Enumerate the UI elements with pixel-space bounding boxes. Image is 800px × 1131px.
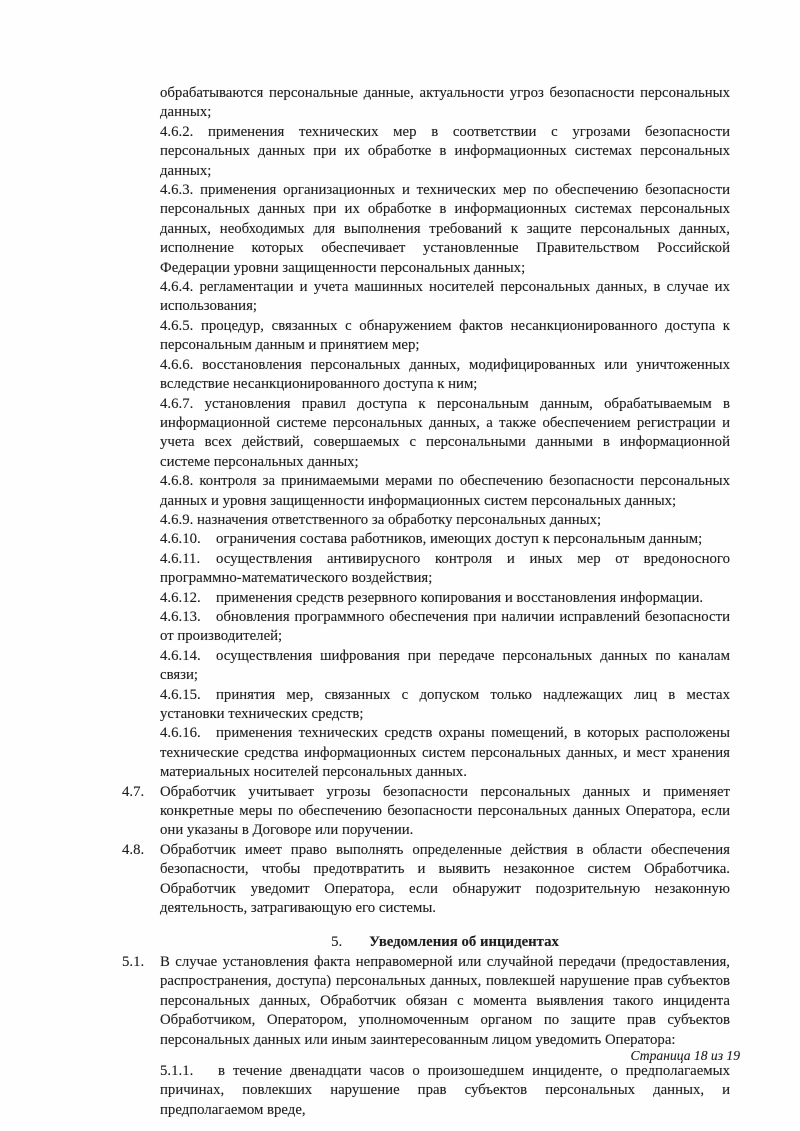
clause-number: 4.6.3.: [160, 182, 194, 199]
clause-4-6-14: [160, 647, 730, 686]
clause-text: осуществления шифрования при передаче персональных данных по каналам связи;: [160, 647, 730, 684]
clause-text: Обработчик учитывает угрозы безопасности персональных данных и применяет конкретные меры по обеспечению безопасности персональных данных Оператора, если они указаны в Договоре или поручении.: [160, 783, 730, 839]
clause-number: 4.6.10.: [160, 531, 201, 548]
section-5-heading: [160, 933, 730, 952]
clause-text: Обработчик имеет право выполнять определенные действия в области обеспечения безопасности, чтобы предотвратить и выявить незаконное систем Обработчика. Обработчик уведомит Оператора, если обнаружит подозрительную незаконную деятельность, затрагивающую его системы.: [160, 841, 730, 917]
clause-text: контроля за принимаемыми мерами по обеспечению безопасности персональных данных и уровня защищенности информационных систем персональных данных;: [160, 473, 730, 509]
clause-4-7: [122, 783, 730, 841]
clause-text: осуществления антивирусного контроля и иных мер от вредоносного программно-математического воздействия;: [160, 550, 730, 587]
clause-text: ограничения состава работников, имеющих доступ к персональным данным;: [216, 531, 703, 548]
clause-number: 4.6.2.: [160, 123, 194, 140]
clause-number: 4.6.5.: [160, 317, 194, 334]
clause-4-8: [122, 841, 730, 919]
clause-number: 5.1.1.: [160, 1062, 194, 1079]
clause-4-6-5: [160, 317, 730, 356]
clause-number: 4.7.: [122, 783, 145, 800]
clause-number: 4.6.7.: [160, 395, 194, 412]
clause-4-6-9: [160, 511, 730, 530]
clause-text: применения средств резервного копирования и восстановления информации.: [216, 589, 704, 606]
clause-number: 4.6.9.: [160, 511, 194, 528]
document-body: [122, 84, 731, 1120]
clause-text: В случае установления факта неправомерной или случайной передачи (предоставления, распространения, доступа) персональных данных, повлекшей нарушение прав субъектов персональных данных, Обработчик обязан с момента выявления такого инцидента Обработчиком, Оператором, уполномоченным органом по защите прав субъектов персональных данных или иным заинтересованным лицом уведомить Оператора:: [160, 953, 730, 1048]
clause-4-6-12: [160, 589, 730, 608]
clause-4-6-7: [160, 395, 730, 473]
clause-number: 4.6.15.: [160, 686, 201, 703]
clause-text: применения технических средств охраны помещений, в которых расположены технические средства информационных систем персональных данных, и мест хранения материальных носителей персональных данных.: [160, 725, 730, 781]
clause-number: 4.6.6.: [160, 356, 194, 373]
clause-number: 4.6.11.: [160, 550, 201, 567]
clause-text: установления правил доступа к персональным данным, обрабатываемым в информационной системе персональных данных, а также обеспечением регистрации и учета всех действий, совершаемых с персональными данными в информационной системе персональных данных;: [160, 395, 730, 470]
clause-text: принятия мер, связанных с допуском только надлежащих лиц в местах установки технических средств;: [160, 686, 730, 722]
clause-number: 4.6.14.: [160, 647, 201, 664]
clause-5-1-1: [160, 1062, 730, 1120]
clause-4-6-15: [160, 686, 730, 725]
clause-text: восстановления персональных данных, модифицированных или уничтоженных вследствие несанкционированного доступа к ним;: [160, 356, 731, 393]
clause-text: процедур, связанных с обнаружением фактов несанкционированного доступа к персональным данным и принятием мер;: [160, 317, 730, 354]
clause-4-6-2: [160, 123, 730, 181]
clause-4-6-3: [160, 181, 730, 278]
clause-number: 4.6.13.: [160, 608, 201, 625]
clause-text: применения технических мер в соответствии с угрозами безопасности персональных данных при их обработке в информационных системах персональных данных;: [160, 123, 730, 179]
clause-4-6-11: [160, 550, 730, 589]
clause-4-6-16: [160, 724, 730, 782]
clause-4-6-6: [160, 356, 730, 395]
clause-text: применения организационных и технических мер по обеспечению безопасности персональных данных при их обработке в информационных системах персональных данных, необходимых для выполнения требований к защите персональных данных, исполнение которых обеспечивает установленные Правительством Российской Федерации уровни защищенности персональных данных;: [160, 182, 730, 276]
clause-4-6-10: [160, 530, 730, 549]
clause-text: назначения ответственного за обработку персональных данных;: [197, 511, 602, 528]
section-number: 5.: [331, 934, 343, 951]
clause-number: 5.1.: [122, 953, 145, 970]
clause-number: 4.6.12.: [160, 589, 201, 606]
clause-number: 4.6.4.: [160, 279, 194, 296]
paragraph-continuation: обрабатываются персональные данные, актуальности угроз безопасности персональных данных;: [160, 85, 730, 121]
section-title: Уведомления об инцидентах: [369, 934, 559, 951]
clause-4-6-8: [160, 472, 730, 511]
clause-text: в течение двенадцати часов о произошедшем инциденте, о предполагаемых причинах, повлекших нарушение прав субъектов персональных данных, и предполагаемом вреде,: [160, 1062, 730, 1118]
clause-text: регламентации и учета машинных носителей персональных данных, в случае их использования;: [160, 279, 730, 315]
page-number-footer: Страница 18 из 19: [630, 1048, 740, 1063]
clause-number: 4.8.: [122, 841, 145, 858]
clause-number: 4.6.16.: [160, 725, 201, 742]
clause-5-1: [122, 953, 730, 1050]
clause-number: 4.6.8.: [160, 473, 194, 490]
clause-4-6-4: [160, 278, 730, 317]
clause-4-6-13: [160, 608, 730, 647]
clause-text: обновления программного обеспечения при наличии исправлений безопасности от производителей;: [160, 608, 730, 645]
